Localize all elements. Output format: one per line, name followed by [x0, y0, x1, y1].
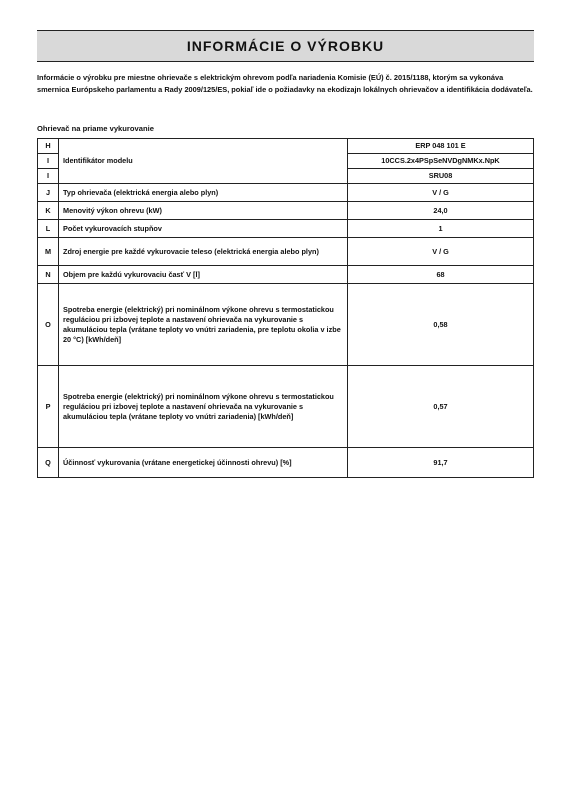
row-code: L: [38, 220, 59, 238]
table-row: [38, 220, 534, 238]
table-row: [38, 448, 534, 478]
table-row: [38, 284, 534, 366]
table-row: [38, 139, 534, 154]
row-code: O: [38, 284, 59, 366]
section-title: Ohrievač na priame vykurovanie: [37, 124, 154, 133]
row-value: 0,57: [348, 366, 534, 448]
table-row: [38, 366, 534, 448]
row-description: Identifikátor modelu: [59, 139, 348, 184]
document-page: [37, 30, 534, 478]
table-row: [38, 266, 534, 284]
row-value: V / G: [348, 238, 534, 266]
row-description: Spotreba energie (elektrický) pri nominálnom výkone ohrevu s termostatickou reguláciou pri izbovej teplote a nastavení ohrievača na vykurovanie s akumuláciou tepla (vrátane teploty vo vnútri zariadenia) [kWh/deň]: [59, 366, 348, 448]
row-description: Objem pre každú vykurovaciu časť V [l]: [59, 266, 348, 284]
row-code: I: [38, 154, 59, 169]
row-description: Počet vykurovacích stupňov: [59, 220, 348, 238]
row-description: Účinnosť vykurovania (vrátane energetickej účinnosti ohrevu) [%]: [59, 448, 348, 478]
row-code: Q: [38, 448, 59, 478]
row-value: 10CCS.2x4PSpSeNVDgNMKx.NpK: [348, 154, 534, 169]
row-value: 1: [348, 220, 534, 238]
row-code: P: [38, 366, 59, 448]
table-row: [38, 238, 534, 266]
row-description: Menovitý výkon ohrevu (kW): [59, 202, 348, 220]
row-value: SRU08: [348, 169, 534, 184]
product-info-table: [37, 138, 534, 478]
row-value: V / G: [348, 184, 534, 202]
page-title: INFORMÁCIE O VÝROBKU: [186, 38, 385, 54]
row-code: M: [38, 238, 59, 266]
row-code: H: [38, 139, 59, 154]
row-value: 24,0: [348, 202, 534, 220]
row-description: Spotreba energie (elektrický) pri nominálnom výkone ohrevu s termostatickou reguláciou pri izbovej teplote a nastavení ohrievača na vykurovanie s akumuláciou tepla (vrátane teploty vo vnútri zariadenia, pre teplotu okolia v izbe 20 °C) [kWh/deň]: [59, 284, 348, 366]
row-code: N: [38, 266, 59, 284]
row-description: Typ ohrievača (elektrická energia alebo plyn): [59, 184, 348, 202]
intro-paragraph: Informácie o výrobku pre miestne ohrievače s elektrickým ohrevom podľa nariadenia Komisie (EÚ) č. 2015/1188, ktorým sa vykonáva smernica Európskeho parlamentu a Rady 2009/125/ES, pokiaľ ide o požiadavky na ekodizajn lokálnych ohrievačov a identifikácia dodávateľa.: [37, 73, 533, 94]
row-code: I: [38, 169, 59, 184]
row-code: J: [38, 184, 59, 202]
row-value: ERP 048 101 E: [348, 139, 534, 154]
row-description: Zdroj energie pre každé vykurovacie teleso (elektrická energia alebo plyn): [59, 238, 348, 266]
row-value: 68: [348, 266, 534, 284]
row-value: 91,7: [348, 448, 534, 478]
row-code: K: [38, 202, 59, 220]
title-bar: [37, 30, 534, 62]
row-value: 0,58: [348, 284, 534, 366]
table-row: [38, 184, 534, 202]
table-row: [38, 202, 534, 220]
